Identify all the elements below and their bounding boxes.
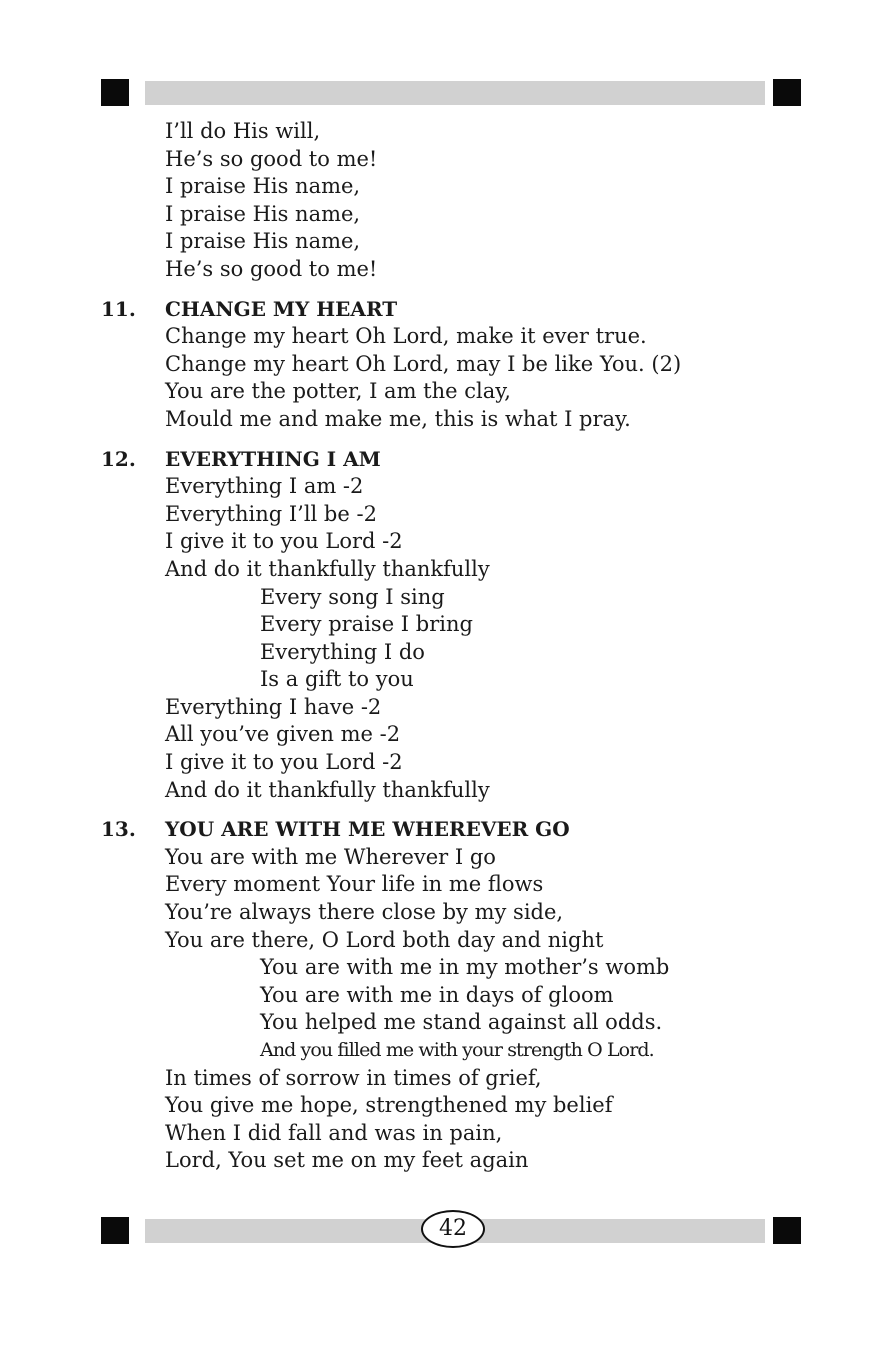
lyric-line: You are with me Wherever I go <box>165 844 496 869</box>
chorus-line: And you filled me with your strength O Lord. <box>260 1039 654 1061</box>
lyric-line: Every moment Your life in me flows <box>165 872 544 897</box>
lyric-line: In times of sorrow in times of grief, <box>165 1065 542 1090</box>
song-13 <box>0 816 880 1175</box>
header-bar <box>145 81 765 105</box>
chorus-line: You are with me in days of gloom <box>260 982 614 1007</box>
song-heading <box>0 446 880 474</box>
lyric-line: I praise His name, <box>165 201 361 226</box>
footer-right-square <box>773 1217 801 1244</box>
lyric-line: I give it to you Lord -2 <box>165 750 403 775</box>
lyric-line: Everything I am -2 <box>165 474 364 499</box>
chorus-line: Every praise I bring <box>260 612 473 637</box>
song-title: EVERYTHING I AM <box>165 446 381 471</box>
header-band <box>0 79 880 109</box>
song-12 <box>0 446 880 805</box>
lyric-line: You are there, O Lord both day and night <box>165 927 604 952</box>
lyric-line: All you’ve given me -2 <box>165 722 401 747</box>
lyric-line: And do it thankfully thankfully <box>165 777 490 802</box>
song-number: 13. <box>101 817 136 842</box>
lyric-line: Everything I have -2 <box>165 694 382 719</box>
lyric-line: Change my heart Oh Lord, may I be like You. (2) <box>165 351 682 376</box>
lyric-line: I’ll do His will, <box>165 119 321 143</box>
lyric-line: And do it thankfully thankfully <box>165 556 490 581</box>
header-left-square <box>101 79 129 106</box>
lyric-line: Change my heart Oh Lord, make it ever true. <box>165 324 647 349</box>
lyric-line: I praise His name, <box>165 229 361 254</box>
song-title: YOU ARE WITH ME WHEREVER GO <box>165 817 570 842</box>
chorus-line: Every song I sing <box>260 584 445 609</box>
continuation-block <box>0 118 880 284</box>
lyric-line: Lord, You set me on my feet again <box>165 1148 529 1173</box>
lyric-line: When I did fall and was in pain, <box>165 1120 503 1145</box>
page-number: 42 <box>421 1210 485 1248</box>
chorus-line: Is a gift to you <box>260 667 414 692</box>
page-content <box>0 118 880 1175</box>
chorus-line: You helped me stand against all odds. <box>260 1010 663 1035</box>
footer-band <box>0 1217 880 1247</box>
song-title: CHANGE MY HEART <box>165 296 398 321</box>
lyric-line: You’re always there close by my side, <box>165 900 564 925</box>
lyric-line: I praise His name, <box>165 174 361 199</box>
lyric-line: You give me hope, strengthened my belief <box>165 1093 613 1118</box>
lyric-line: Mould me and make me, this is what I pray. <box>165 406 631 431</box>
song-11 <box>0 296 880 434</box>
song-heading <box>0 296 880 324</box>
lyric-line: You are the potter, I am the clay, <box>165 379 511 404</box>
song-number: 12. <box>101 446 136 471</box>
lyric-line: Everything I’ll be -2 <box>165 501 377 526</box>
lyric-line: I give it to you Lord -2 <box>165 529 403 554</box>
header-right-square <box>773 79 801 106</box>
chorus-line: Everything I do <box>260 639 425 664</box>
lyric-line: He’s so good to me! <box>165 146 378 171</box>
chorus-line: You are with me in my mother’s womb <box>260 955 670 980</box>
song-heading <box>0 816 880 844</box>
footer-left-square <box>101 1217 129 1244</box>
song-number: 11. <box>101 296 136 321</box>
lyric-line: He’s so good to me! <box>165 256 378 281</box>
